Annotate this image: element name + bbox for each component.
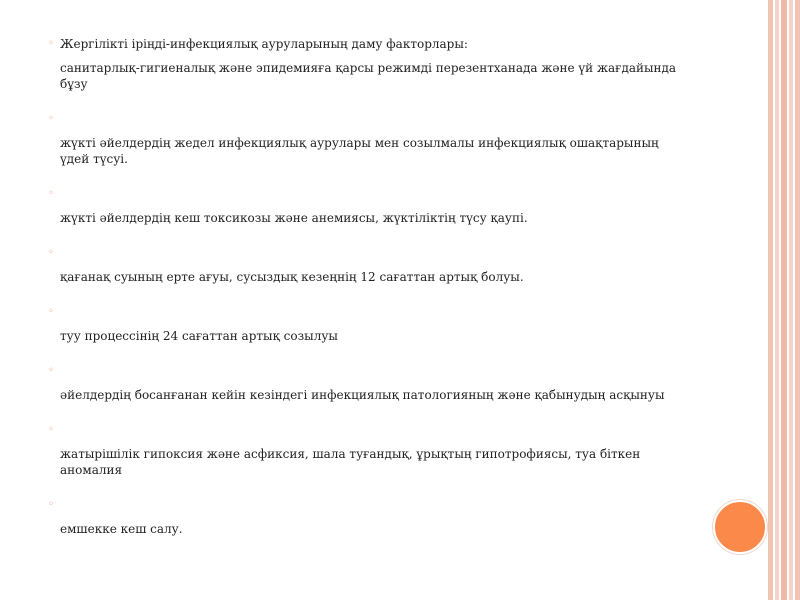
bullet-icon: ◦ xyxy=(48,188,54,199)
bullet-icon: ◦ xyxy=(48,365,54,376)
bullet-line xyxy=(48,245,688,261)
bullet-group xyxy=(48,245,688,285)
stripe xyxy=(781,0,787,600)
bullet-group xyxy=(48,363,688,403)
bullet-icon: ◦ xyxy=(48,424,54,435)
stripe xyxy=(775,0,779,600)
bullet-icon: ◦ xyxy=(48,247,54,258)
bullet-icon: ◦ xyxy=(48,38,54,49)
bullet-icon: ◦ xyxy=(48,499,54,510)
bullet-group xyxy=(48,497,688,537)
bullet-line xyxy=(48,304,688,320)
bullet-icon: ◦ xyxy=(48,113,54,124)
bullet-line xyxy=(48,422,688,438)
bullet-group xyxy=(48,111,688,167)
bullet-group xyxy=(48,422,688,478)
slide-content xyxy=(48,36,688,556)
list-item: жүкті әйелдердің жедел инфекциялық аурулары мен созылмалы инфекциялық ошақтарының үдей түсуі. xyxy=(60,136,659,166)
bullet-group xyxy=(48,186,688,226)
slide-title: Жергілікті іріңді-инфекциялық ауруларының даму факторлары: xyxy=(60,37,468,51)
list-item: жатырішілік гипоксия және асфиксия, шала туғандық, ұрықтың гипотрофиясы, туа біткен аномалия xyxy=(60,447,641,477)
list-item: туу процессінің 24 сағаттан артық созылуы xyxy=(60,329,338,343)
bullet-icon: ◦ xyxy=(48,306,54,317)
stripe xyxy=(789,0,793,600)
bullet-line xyxy=(48,363,688,379)
decorative-circle xyxy=(713,500,767,554)
bullet-line xyxy=(48,497,688,513)
bullet-line xyxy=(48,111,688,127)
bullet-line xyxy=(48,186,688,202)
list-item: жүкті әйелдердің кеш токсикозы және анемиясы, жүктіліктің түсу қаупі. xyxy=(60,211,528,225)
list-item: қағанақ суының ерте ағуы, сусыздық кезеңнің 12 сағаттан артық болуы. xyxy=(60,270,524,284)
bullet-group xyxy=(48,304,688,344)
stripe xyxy=(795,0,800,600)
list-item: емшекке кеш салу. xyxy=(60,522,183,536)
bullet-line xyxy=(48,36,688,52)
bullet-group xyxy=(48,36,688,92)
list-item: әйелдердің босанғанан кейін кезіндегі инфекциялық патологияның және қабынудың асқынуы xyxy=(60,388,665,402)
stripe xyxy=(768,0,773,600)
list-item: санитарлық-гигиеналық және эпидемияға қарсы режимді перезентханада және үй жағдайында бұзу xyxy=(60,61,677,91)
